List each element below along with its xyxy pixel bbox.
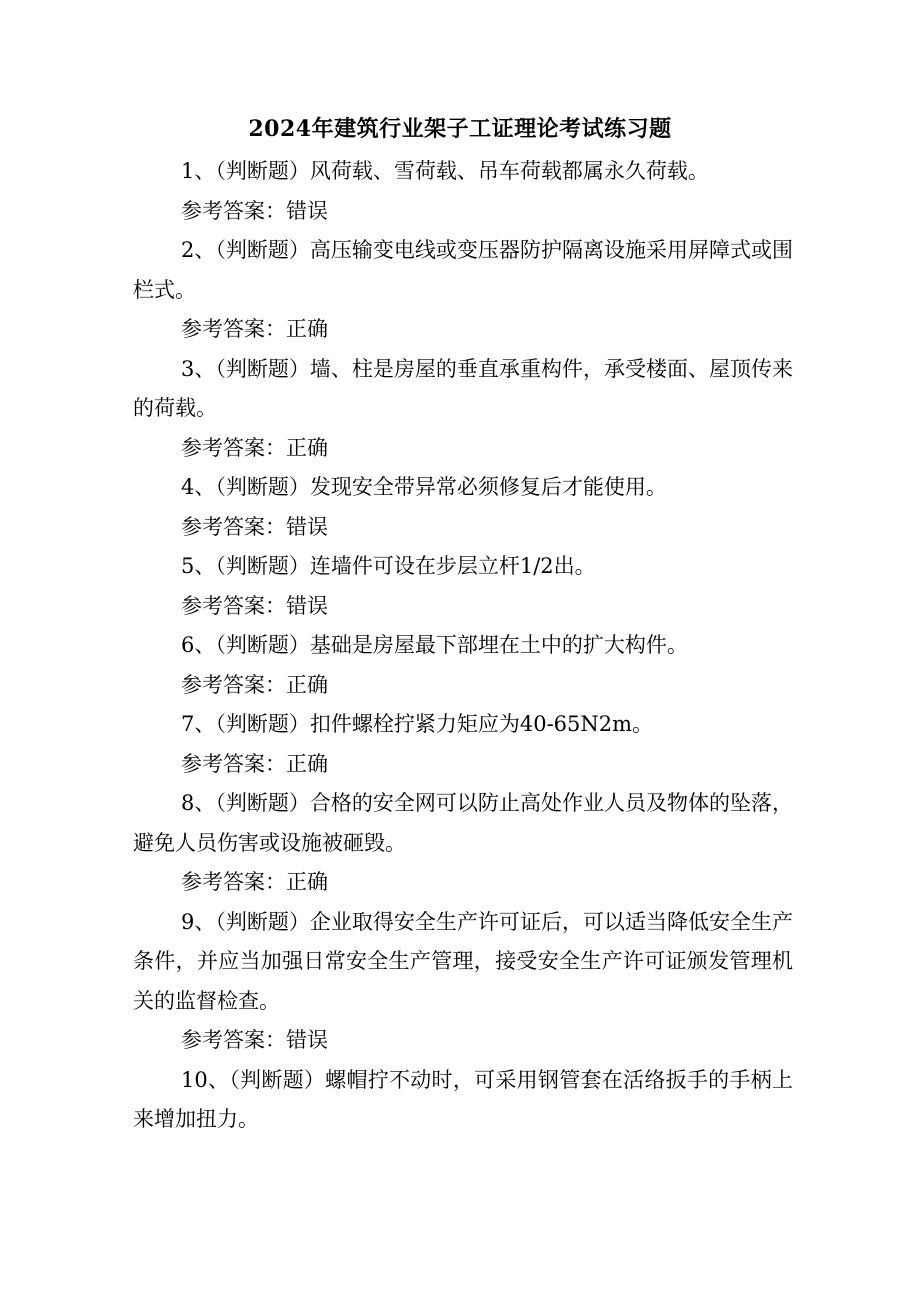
question-4: 4、（判断题）发现安全带异常必须修复后才能使用。 (181, 475, 667, 499)
question-list (133, 152, 793, 1140)
question-10: 10、（判断题）螺帽拧不动时，可采用钢管套在活络扳手的手柄上来增加扭力。 (133, 1067, 793, 1131)
answer-1: 参考答案：错误 (181, 198, 328, 223)
question-8: 8、（判断题）合格的安全网可以防止高处作业人员及物体的坠落，避免人员伤害或设施被砸毁。 (133, 791, 793, 855)
answer-8: 参考答案：正确 (181, 870, 328, 894)
answer-7: 参考答案：正确 (181, 751, 328, 776)
document-title: 2024年建筑行业架子工证理论考试练习题 (248, 116, 672, 142)
question-3: 3、（判断题）墙、柱是房屋的垂直承重构件，承受楼面、屋顶传来的荷载。 (133, 356, 793, 420)
question-9: 9、（判断题）企业取得安全生产许可证后，可以适当降低安全生产条件，并应当加强日常安全生产管理，接受安全生产许可证颁发管理机关的监督检查。 (133, 909, 793, 1013)
question-6: 6、（判断题）基础是房屋最下部埋在土中的扩大构件。 (181, 633, 688, 657)
question-5: 5、（判断题）连墙件可设在步层立杆1/2出。 (181, 554, 596, 578)
answer-9: 参考答案：错误 (181, 1028, 328, 1052)
answer-4: 参考答案：错误 (181, 514, 328, 539)
answer-5: 参考答案：错误 (181, 593, 328, 618)
question-1: 1、（判断题）风荷载、雪荷载、吊车荷载都属永久荷载。 (181, 159, 709, 183)
answer-6: 参考答案：正确 (181, 672, 328, 697)
question-2: 2、（判断题）高压输变电线或变压器防护隔离设施采用屏障式或围栏式。 (133, 238, 793, 302)
question-7: 7、（判断题）扣件螺栓拧紧力矩应为40-65N2m。 (181, 712, 654, 736)
answer-3: 参考答案：正确 (181, 435, 328, 460)
answer-2: 参考答案：正确 (181, 317, 328, 341)
